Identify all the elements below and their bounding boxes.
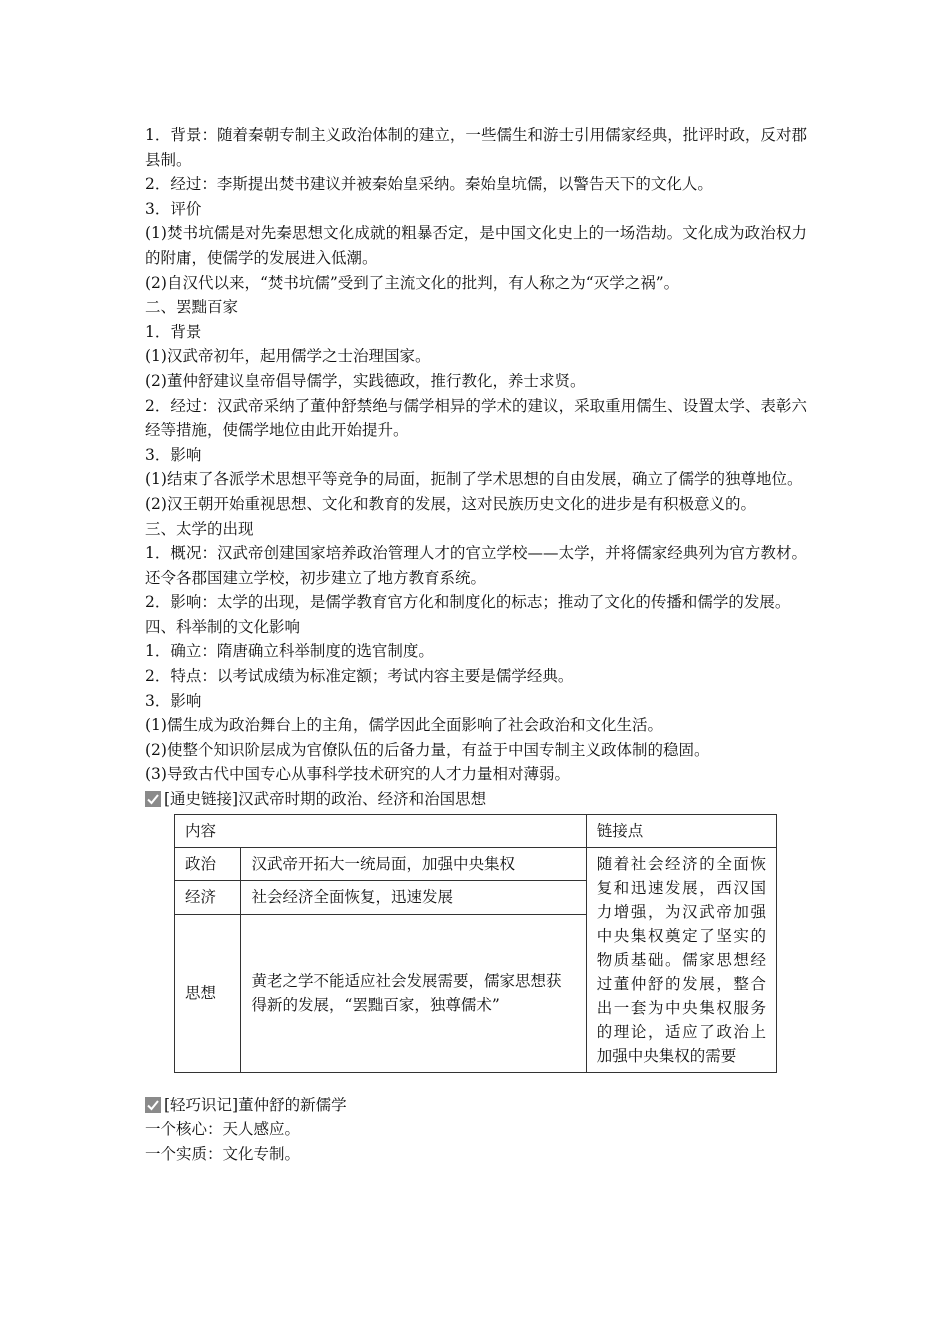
section-link-heading [145, 787, 807, 812]
paragraph: 1．背景 [145, 322, 202, 341]
paragraph: 3．评价 [145, 199, 202, 218]
section-memo-heading [145, 1093, 807, 1118]
comparison-table [174, 814, 777, 1073]
table-row [175, 847, 777, 881]
row-category: 经济 [175, 881, 241, 915]
paragraph: (3)导致古代中国专心从事科学技术研究的人才力量相对薄弱。 [145, 765, 570, 784]
heading: 二、罢黜百家 [145, 298, 239, 317]
check-box-icon [145, 791, 161, 807]
header-cell: 内容 [175, 814, 587, 847]
row-description: 黄老之学不能适应社会发展需要，儒家思想获得新的发展，“罢黜百家，独尊儒术” [241, 914, 586, 1072]
paragraph: (1)焚书坑儒是对先秦思想文化成就的粗暴否定，是中国文化史上的一场浩劫。文化成为政治权力的附庸，使儒学的发展进入低潮。 [145, 224, 807, 267]
paragraph: (2)汉王朝开始重视思想、文化和教育的发展，这对民族历史文化的进步是有积极意义的。 [145, 494, 756, 513]
paragraph: (2)董仲舒建议皇帝倡导儒学，实践德政，推行教化，养士求贤。 [145, 371, 586, 390]
row-category: 思想 [175, 914, 241, 1072]
paragraph: 3．影响 [145, 445, 202, 464]
paragraph: 2．经过：汉武帝采纳了董仲舒禁绝与儒学相异的学术的建议，采取重用儒生、设置太学、表彰六经等措施，使儒学地位由此开始提升。 [145, 396, 807, 440]
table-header-row [175, 814, 777, 847]
row-category: 政治 [175, 847, 241, 881]
row-description: 社会经济全面恢复，迅速发展 [241, 881, 586, 915]
paragraph: 1．背景：随着秦朝专制主义政治体制的建立，一些儒生和游士引用儒家经典，批评时政，反对郡县制。 [145, 126, 807, 169]
heading: 三、太学的出现 [145, 519, 254, 538]
section-title: [轻巧识记]董仲舒的新儒学 [164, 1095, 347, 1114]
paragraph: 3．影响 [145, 691, 202, 710]
paragraph: 1．概况：汉武帝创建国家培养政治管理人才的官立学校——太学，并将儒家经典列为官方教材。还令各郡国建立学校，初步建立了地方教育系统。 [145, 544, 807, 587]
paragraph: 一个实质：文化专制。 [145, 1144, 301, 1163]
paragraph: 1．确立：隋唐确立科举制度的选官制度。 [145, 642, 434, 661]
heading: 四、科举制的文化影响 [145, 617, 301, 636]
check-box-icon [145, 1097, 161, 1113]
row-description: 汉武帝开拓大一统局面，加强中央集权 [241, 847, 586, 881]
paragraph: (1)儒生成为政治舞台上的主角，儒学因此全面影响了社会政治和文化生活。 [145, 716, 663, 735]
paragraph: 2．特点：以考试成绩为标准定额；考试内容主要是儒学经典。 [145, 667, 574, 686]
section-title: [通史链接]汉武帝时期的政治、经济和治国思想 [164, 790, 487, 809]
paragraph: 2．影响：太学的出现，是儒学教育官方化和制度化的标志；推动了文化的传播和儒学的发展。 [145, 593, 791, 612]
header-cell: 链接点 [586, 814, 776, 847]
paragraph: (1)结束了各派学术思想平等竞争的局面，扼制了学术思想的自由发展，确立了儒学的独尊地位。 [145, 470, 803, 489]
document-page [145, 123, 807, 1166]
paragraph: (1)汉武帝初年，起用儒学之士治理国家。 [145, 347, 431, 366]
paragraph: (2)自汉代以来，“焚书坑儒”受到了主流文化的批判，有人称之为“灭学之祸”。 [145, 273, 680, 292]
paragraph: 2．经过：李斯提出焚书建议并被秦始皇采纳。秦始皇坑儒，以警告天下的文化人。 [145, 175, 713, 194]
body-text [145, 123, 807, 787]
link-note: 随着社会经济的全面恢复和迅速发展，西汉国力增强，为汉武帝加强中央集权奠定了坚实的物质基础。儒家思想经过董仲舒的发展，整合出一套为中央集权服务的理论，适应了政治上加强中央集权的需要 [586, 847, 776, 1072]
paragraph: (2)使整个知识阶层成为官僚队伍的后备力量，有益于中国专制主义政体制的稳固。 [145, 740, 710, 759]
paragraph: 一个核心：天人感应。 [145, 1120, 301, 1139]
